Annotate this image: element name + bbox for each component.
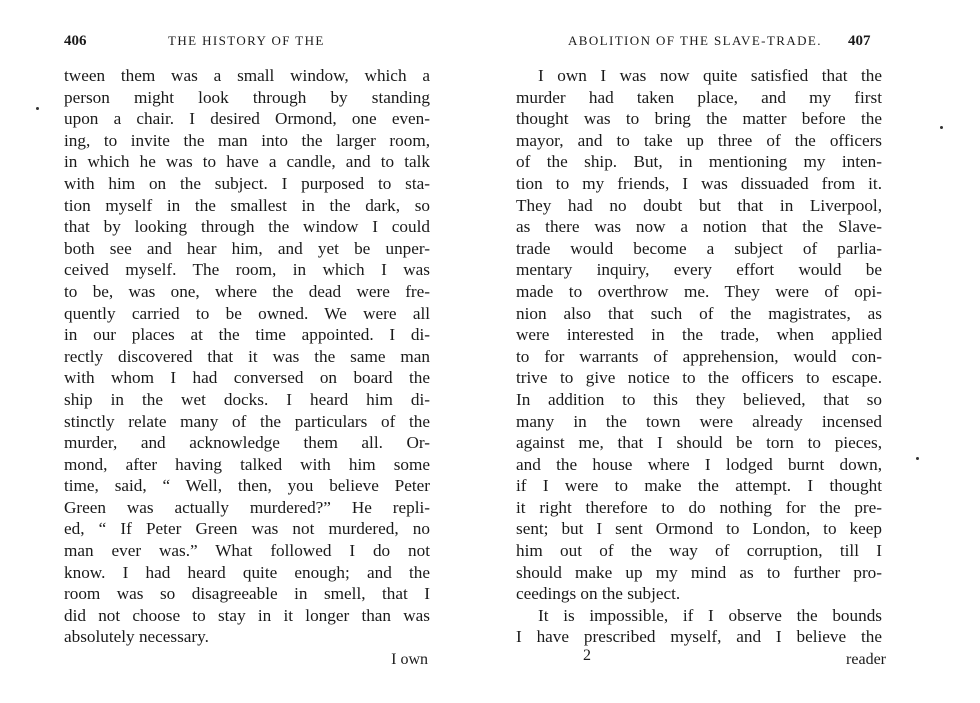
text-line: ed, “ If Peter Green was not murdered, no bbox=[64, 519, 430, 539]
text-line: sent; but I sent Ormond to London, to keep bbox=[516, 519, 882, 539]
text-line: thought was to bring the matter before the bbox=[516, 109, 882, 129]
text-line: it right therefore to do nothing for the pre- bbox=[516, 497, 882, 517]
text-line: in our places at the time appointed. I di- bbox=[64, 325, 430, 345]
text-line: I own I was now quite satisfied that the bbox=[538, 66, 882, 85]
text-line: Green was actually murdered?” He repli- bbox=[64, 497, 430, 517]
text-line: They had no doubt but that in Liverpool, bbox=[516, 195, 882, 215]
text-line: tion myself in the smallest in the dark, so bbox=[64, 195, 430, 215]
text-line: murder had taken place, and my first bbox=[516, 87, 882, 107]
text-line: tion to my friends, I was dissuaded from it. bbox=[516, 173, 882, 193]
text-line: of the ship. But, in mentioning my inten- bbox=[516, 152, 882, 172]
text-line: absolutely necessary. bbox=[64, 627, 209, 647]
text-line: did not choose to stay in it longer than was bbox=[64, 605, 430, 625]
left-text-block bbox=[64, 65, 430, 648]
text-line: in which he was to have a candle, and to talk bbox=[64, 152, 430, 172]
text-line: mayor, and to take up three of the officers bbox=[516, 130, 882, 150]
text-line: stinctly relate many of the particulars of the bbox=[64, 411, 430, 431]
text-line: with whom I had conversed on board the bbox=[64, 368, 430, 388]
text-line: man ever was.” What followed I do not bbox=[64, 541, 430, 561]
text-line: with him on the subject. I purposed to sta- bbox=[64, 173, 430, 193]
text-line: rectly discovered that it was the same man bbox=[64, 346, 430, 366]
left-page-number: 406 bbox=[64, 33, 87, 49]
text-line: to for warrants of apprehension, would con- bbox=[516, 346, 882, 366]
text-line: room was so disagreeable in smell, that I bbox=[64, 584, 430, 604]
text-line: It is impossible, if I observe the bounds bbox=[538, 605, 882, 625]
text-line: mond, after having talked with him some bbox=[64, 454, 430, 474]
text-line: mentary inquiry, every effort would be bbox=[516, 260, 882, 280]
text-line: many in the town were already incensed bbox=[516, 411, 882, 431]
right-running-head: ABOLITION OF THE SLAVE-TRADE. bbox=[568, 33, 822, 48]
text-line: were interested in the trade, when applied bbox=[516, 325, 882, 345]
left-running-head: THE HISTORY OF THE bbox=[168, 33, 325, 48]
text-line: against me, that I should be torn to pieces, bbox=[516, 433, 882, 453]
right-page-number: 407 bbox=[848, 33, 871, 49]
text-line: to be, was one, where the dead were fre- bbox=[64, 281, 430, 301]
text-line: both see and hear him, and yet be unper- bbox=[64, 238, 430, 258]
text-line: person might look through by standing bbox=[64, 87, 430, 107]
signature-mark: 2 bbox=[583, 647, 591, 664]
right-page bbox=[490, 0, 980, 703]
right-catchword: reader bbox=[846, 651, 886, 668]
right-text-block bbox=[516, 65, 882, 648]
text-line: that by looking through the window I could bbox=[64, 217, 430, 237]
print-speck bbox=[916, 457, 919, 460]
text-line: I have prescribed myself, and I believe the bbox=[516, 627, 882, 647]
text-line: should make up my mind as to further pro- bbox=[516, 562, 882, 582]
text-line: made to overthrow me. They were of opi- bbox=[516, 281, 882, 301]
text-line: time, said, “ Well, then, you believe Peter bbox=[64, 476, 430, 496]
left-catchword: I own bbox=[391, 651, 428, 668]
text-line: nion also that such of the magistrates, as bbox=[516, 303, 882, 323]
text-line: In addition to this they believed, that so bbox=[516, 389, 882, 409]
text-line: trive to give notice to the officers to escape. bbox=[516, 368, 882, 388]
text-line: murder, and acknowledge them all. Or- bbox=[64, 433, 430, 453]
print-speck bbox=[36, 107, 39, 110]
text-line: as there was now a notion that the Slave- bbox=[516, 217, 882, 237]
text-line: tween them was a small window, which a bbox=[64, 66, 430, 85]
text-line: know. I had heard quite enough; and the bbox=[64, 562, 430, 582]
text-line: ship in the wet docks. I heard him di- bbox=[64, 389, 430, 409]
print-speck bbox=[940, 126, 943, 129]
text-line: him out of the way of corruption, till I bbox=[516, 541, 882, 561]
text-line: trade would become a subject of parlia- bbox=[516, 238, 882, 258]
text-line: upon a chair. I desired Ormond, one even- bbox=[64, 109, 430, 129]
text-line: ceived myself. The room, in which I was bbox=[64, 260, 430, 280]
text-line: if I were to make the attempt. I thought bbox=[516, 476, 882, 496]
text-line: quently carried to be owned. We were all bbox=[64, 303, 430, 323]
text-line: ceedings on the subject. bbox=[516, 584, 681, 604]
text-line: ing, to invite the man into the larger room, bbox=[64, 130, 430, 150]
text-line: and the house where I lodged burnt down, bbox=[516, 454, 882, 474]
